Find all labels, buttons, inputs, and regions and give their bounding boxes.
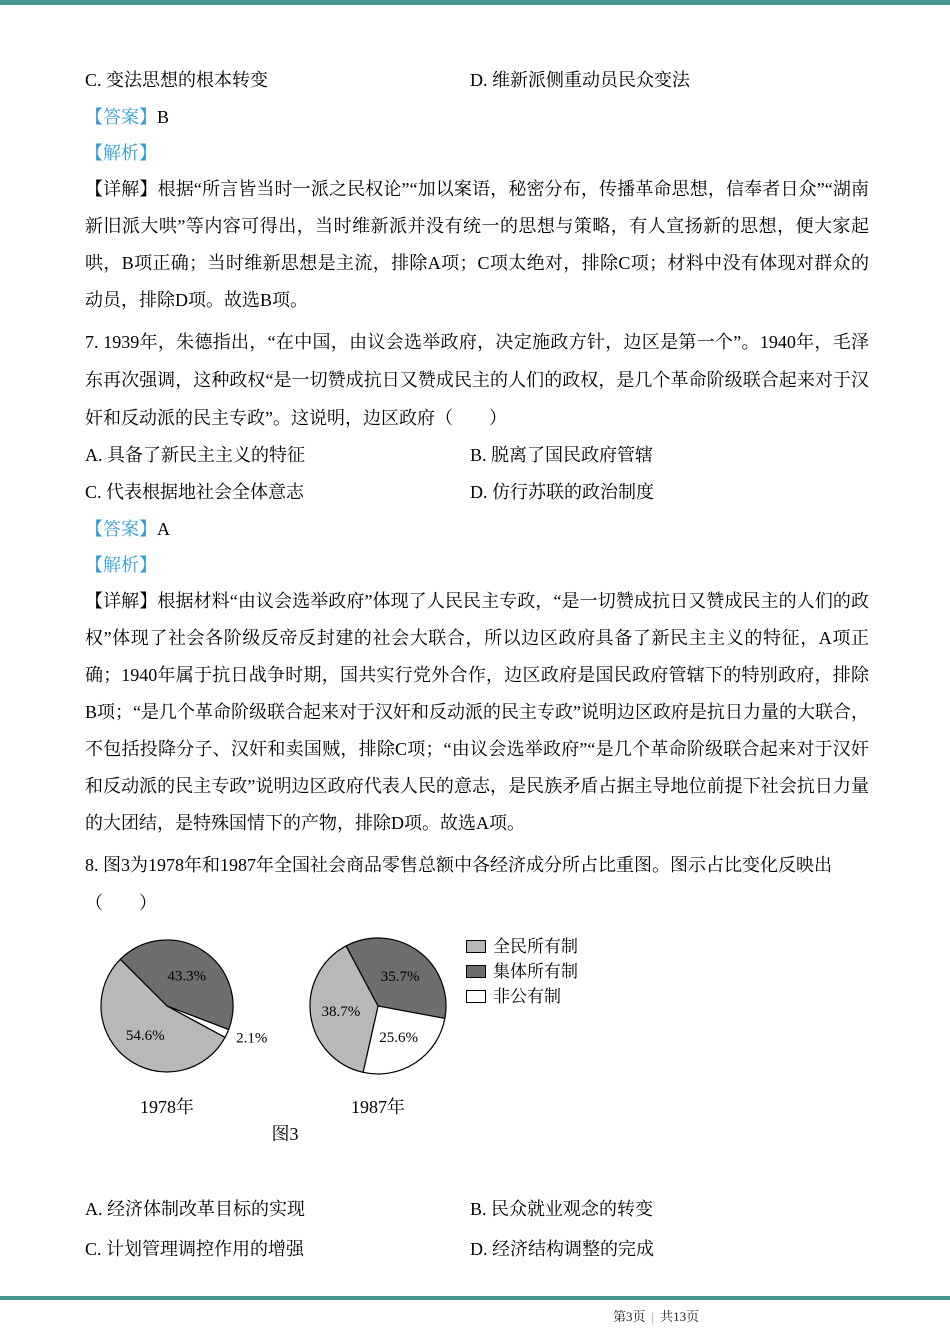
- legend-swatch-quanmin: [466, 940, 486, 953]
- q7-answer-line: [85, 511, 869, 547]
- answer-tag: 【答案】: [85, 107, 157, 127]
- svg-text:38.7%: 38.7%: [321, 1004, 361, 1020]
- analysis-tag: 【解析】: [85, 555, 157, 575]
- q6-options-row: [85, 62, 869, 99]
- svg-text:2.1%: 2.1%: [236, 1030, 268, 1047]
- figure-3: [85, 928, 869, 1147]
- legend-label-feigong: 非公有制: [493, 987, 561, 1006]
- footer-separator: |: [651, 1309, 655, 1324]
- q8-option-d: D. 经济结构调整的完成: [470, 1239, 654, 1259]
- q7-option-c: C. 代表根据地社会全体意志: [85, 482, 305, 502]
- q6-option-c: C. 变法思想的根本转变: [85, 70, 269, 90]
- q7-option-a: A. 具备了新民主主义的特征: [85, 445, 305, 465]
- q8-question-text: 8. 图3为1978年和1987年全国社会商品零售总额中各经济成分所占比重图。图示占比变化反映出: [85, 855, 832, 875]
- page-footer: [613, 1306, 699, 1325]
- page-content: [85, 62, 869, 1269]
- pie-chart-1987-caption: 1987年: [351, 1097, 405, 1117]
- q7-options-row-cd: [85, 474, 869, 511]
- q8-options-row-ab: [85, 1189, 869, 1229]
- q7-detail-text: 根据材料“由议会选举政府”体现了人民民主专政，“是一切赞成抗日又赞成民主的人们的政权”体现了社会各阶级反帝反封建的社会大联合，所以边区政府具备了新民主主义的特征，A项正确；1940年属于抗日战争时期，国共实行党外合作，边区政府是国民政府管辖下的特别政府，排除B项；“是几个革命阶级联合起来对于汉奸和反动派的民主专政”说明边区政府是抗日力量的大联合，不包括投降分子、汉奸和卖国贼，排除C项；“由议会选举政府”“是几个革命阶级联合起来对于汉奸和反动派的民主专政”说明边区政府代表人民的意志，是民族矛盾占据主导地位前提下社会抗日力量的大团结，是特殊国情下的产物，排除D项。故选A项。: [85, 591, 870, 833]
- svg-text:54.6%: 54.6%: [125, 1028, 165, 1045]
- legend-label-jiti: 集体所有制: [493, 962, 578, 981]
- q7-option-d: D. 仿行苏联的政治制度: [470, 482, 654, 502]
- page-top-border: [0, 0, 950, 5]
- answer-tag: 【答案】: [85, 519, 157, 539]
- footer-page-number: 第3页: [613, 1309, 646, 1324]
- q7-analysis-line: [85, 547, 869, 583]
- svg-text:43.3%: 43.3%: [167, 968, 207, 985]
- q6-analysis-line: [85, 135, 869, 171]
- q7-option-b: B. 脱离了国民政府管辖: [470, 445, 654, 465]
- q6-answer-value: B: [157, 107, 170, 127]
- q6-option-d: D. 维新派侧重动员民众变法: [470, 70, 690, 90]
- svg-text:35.7%: 35.7%: [380, 968, 420, 985]
- pie-chart-1987: [300, 928, 460, 1095]
- detail-tag: 【详解】: [85, 179, 158, 199]
- pie-chart-1978-caption: 1978年: [140, 1097, 194, 1117]
- figure-3-charts-row: [85, 928, 869, 1119]
- q8-options: [85, 1189, 869, 1269]
- q7-options-row-ab: [85, 437, 869, 474]
- analysis-tag: 【解析】: [85, 143, 157, 163]
- q8-question-paren: （ ）: [85, 893, 157, 913]
- pie-chart-1978: [85, 928, 300, 1095]
- detail-tag: 【详解】: [85, 591, 158, 611]
- q6-detail-text: 根据“所言皆当时一派之民权论”“加以案语，秘密分布，传播革命思想，信奉者日众”“湖南新旧派大哄”等内容可得出，当时维新派并没有统一的思想与策略，有人宣扬新的思想，便大家起哄，B项正确；当时维新思想是主流，排除A项；C项太绝对，排除C项；材料中没有体现对群众的动员，排除D项。故选B项。: [85, 179, 869, 310]
- chart-legend: [466, 934, 578, 1009]
- footer-total-pages: 共13页: [660, 1309, 700, 1324]
- legend-item-quanmin: [466, 934, 578, 959]
- legend-label-quanmin: 全民所有制: [493, 937, 578, 956]
- figure-3-caption: 图3: [271, 1124, 299, 1144]
- q8-option-b: B. 民众就业观念的转变: [470, 1199, 654, 1219]
- q8-option-c: C. 计划管理调控作用的增强: [85, 1239, 305, 1259]
- q6-answer-line: [85, 99, 869, 135]
- legend-item-jiti: [466, 959, 578, 984]
- q8-option-a: A. 经济体制改革目标的实现: [85, 1199, 305, 1219]
- pie-chart-1978-block: [85, 928, 300, 1119]
- q8-options-row-cd: [85, 1229, 869, 1269]
- legend-item-feigong: [466, 984, 578, 1009]
- q7-answer-value: A: [157, 519, 170, 539]
- page-bottom-border: [0, 1296, 950, 1300]
- q7-question-text: 7. 1939年，朱德指出，“在中国，由议会选举政府，决定施政方针，边区是第一个”。1940年，毛泽东再次强调，这种政权“是一切赞成抗日又赞成民主的人们的政权，是几个革命阶级联合起来对于汉奸和反动派的民主专政”。这说明，边区政府（ ）: [85, 332, 869, 428]
- legend-swatch-jiti: [466, 965, 486, 978]
- svg-text:25.6%: 25.6%: [379, 1030, 418, 1047]
- q6-detail-paragraph: [85, 171, 869, 319]
- legend-swatch-feigong: [466, 990, 486, 1003]
- q7-detail-paragraph: [85, 583, 869, 842]
- pie-chart-1987-block: [300, 928, 460, 1119]
